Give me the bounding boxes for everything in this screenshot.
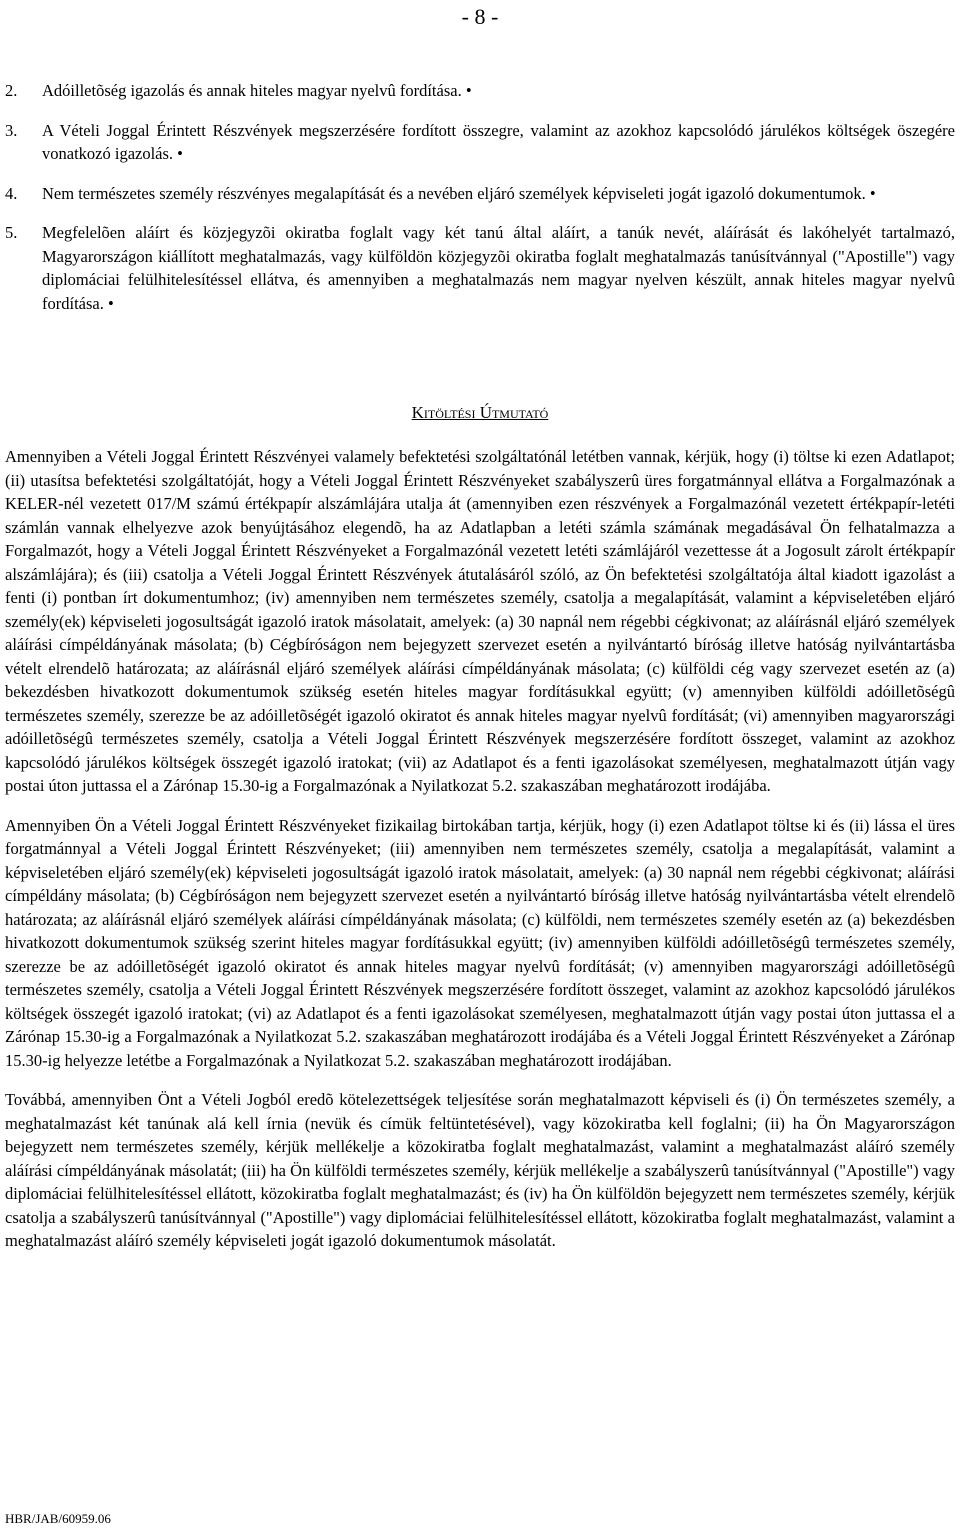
page-number: - 8 - (461, 4, 499, 29)
list-item (5, 221, 955, 315)
list-item (5, 182, 955, 206)
list-item-number: 4. (5, 183, 18, 203)
required-documents-list (5, 79, 955, 331)
list-item-text: Adóilletõség igazolás és annak hiteles magyar nyelvû fordítása. • (42, 81, 472, 100)
list-item (5, 79, 955, 103)
section-heading: Kitöltési Útmutató (411, 403, 549, 422)
list-item-number: 3. (5, 120, 18, 140)
list-item-number: 2. (5, 81, 18, 100)
list-item-text: A Vételi Joggal Érintett Részvények megszerzésére fordított összegre, valamint az azokhoz kapcsolódó járulékos költségek öszegére vonatkozó igazolás. • (42, 120, 955, 163)
list-item-text: Nem természetes személy részvényes megalapítását és a nevében eljáró személyek képviseleti jogát igazoló dokumentumok. • (42, 183, 876, 203)
list-item-number: 5. (5, 223, 18, 242)
instructions-body (5, 445, 955, 1269)
list-item-text: Megfelelõen aláírt és közjegyzõi okiratba foglalt vagy két tanú által aláírt, a tanúk nevét, aláírását és lakóhelyét tartalmazó, Magyarországon kiállított meghatalmazás, vagy külföldön közjegyzõi okiratba foglalt meghatalmazás tanúsítvánnyal ("Apostille") vagy diplomáciai felülhitelesítéssel ellátva, és amennyiben a meghatalmazás nem magyar nyelven készült, annak hiteles magyar nyelvû fordítása. • (42, 223, 955, 313)
instruction-paragraph: Amennyiben a Vételi Joggal Érintett Részvényei valamely befektetési szolgáltatónál letétben vannak, kérjük, hogy (i) töltse ki ezen Adatlapot; (ii) utasítsa befektetési szolgáltatóját, hogy a Vételi Joggal Érintett Részvényeket szabályszerû üres forgatmánnyal ellátva a Forgalmazónak a KELER-nél vezetett 017/M számú értékpapír alszámlájára utalja át (amennyiben ezen részvények a Forgalmazónál vezetett értékpapír-letéti számlán vannak elhelyezve azok benyújtásához elegendõ, ha az Adatlapban a letéti számla számának megadásával Ön felhatalmazza a Forgalmazót, hogy a Vételi Joggal Érintett Részvényeket a Forgalmazónál vezetett letéti számlájáról vezettesse át a Jogosult zárolt értékpapír alszámlájára); és (iii) csatolja a Vételi Joggal Érintett Részvények átutalásáról szóló, az Ön befektetési szolgáltatója által kiadott igazolást a fenti (i) pontban írt dokumentumhoz; (iv) amennyiben nem természetes személy, csatolja a megalapítását, valamint a képviseletében eljáró személy(ek) képviseleti jogosultságát igazoló iratok másolatait, amelyek: (a) 30 napnál nem régebbi cégkivonat; az aláírásnál eljáró személyek aláírási címpéldányának másolata; (b) Cégbíróságon nem bejegyzett szervezet esetén a nyilvántartó bíróság illetve hatóság nyilvántartásba vételt elrendelõ határozata; az aláírásnál eljáró személyek aláírási címpéldányának másolata; (c) külföldi cég vagy szervezet esetén az (a) bekezdésben hivatkozott dokumentumok szükség esetén hiteles magyar fordításukkal együtt; (v) amennyiben külföldi adóilletõségû természetes személy, szerezze be az adóilletõségét igazoló okiratot és annak hiteles magyar nyelvû fordítását; (vi) amennyiben magyarországi adóilletõségû természetes személy, csatolja a Vételi Joggal Érintett Részvények megszerzésére fordított összeget, valamint az azokhoz kapcsolódó járulékos költségek összegét igazoló iratokat; (vii) az Adatlapot és a fenti igazolásokat személyesen, meghatalmazott útján vagy postai úton juttassa el a Zárónap 15.30-ig a Forgalmazónak a Nyilatkozat 5.2. szakaszában meghatározott irodájába. (5, 447, 955, 795)
list-item (5, 119, 955, 166)
document-reference: HBR/JAB/60959.06 (5, 1511, 111, 1526)
instruction-paragraph: Amennyiben Ön a Vételi Joggal Érintett Részvényeket fizikailag birtokában tartja, kérjük, hogy (i) ezen Adatlapot töltse ki és (ii) lássa el üres forgatmánnyal a Vételi Joggal Érintett Részvényeket; (iii) amennyiben nem természetes személy, csatolja a megalapítását, valamint a képviseletében eljáró személy(ek) képviseleti jogosultságát igazoló iratok másolatait, amelyek: (a) 30 napnál nem régebbi cégkivonat; aláírási címpéldány másolata; (b) Cégbíróságon nem bejegyzett szervezet esetén a nyilvántartó bíróság illetve hatóság nyilvántartásba vételt elrendelõ határozata; az aláírásnál eljáró személyek aláírási címpéldányának másolata; (c) külföldi, nem természetes személy esetén az (a) bekezdésben hivatkozott dokumentumok szükség szerint hiteles magyar fordításukkal együtt; (iv) amennyiben külföldi adóilletõségû természetes személy, szerezze be az adóilletõségét igazoló okiratot és annak hiteles magyar nyelvû fordítását; (v) amennyiben magyarországi adóilletõségû természetes személy, csatolja a Vételi Joggal Érintett Részvények megszerzésére fordított összeget, valamint az azokhoz kapcsolódó járulékos költségek összegét igazoló iratokat; (vi) az Adatlapot és a fenti igazolásokat személyesen, meghatalmazott útján vagy postai úton juttassa el a Zárónap 15.30-ig a Forgalmazónak a Nyilatkozat 5.2. szakaszában meghatározott irodájába és a Vételi Joggal Érintett Részvényeket a Zárónap 15.30-ig helyezze letétbe a Forgalmazónak a Nyilatkozat 5.2. szakaszában meghatározott irodájában. (5, 815, 955, 1070)
instruction-paragraph: Továbbá, amennyiben Önt a Vételi Jogból eredõ kötelezettségek teljesítése során meghatalmazott képviseli és (i) Ön természetes személy, a meghatalmazást két tanúnak alá kell írnia (nevük és címük feltüntetésével), vagy közokiratba kell foglalni; (ii) ha Ön Magyarországon bejegyzett nem természetes személy, kérjük mellékelje a közokiratba foglalt meghatalmazást, valamint a meghatalmazást aláíró személy aláírási címpéldányának másolatát; (iii) ha Ön külföldi természetes személy, kérjük mellékelje a szabályszerû tanúsítvánnyal ("Apostille") vagy diplomáciai felülhitelesítéssel ellátott, közokiratba foglalt meghatalmazást; és (iv) ha Ön külföldön bejegyzett nem természetes személy, kérjük csatolja a szabályszerû tanúsítvánnyal ("Apostille") vagy diplomáciai felülhitelesítéssel ellátott, közokiratba foglalt meghatalmazást, valamint a meghatalmazást aláíró személy képviseleti jogát igazoló dokumentumok másolatát. (5, 1090, 955, 1250)
